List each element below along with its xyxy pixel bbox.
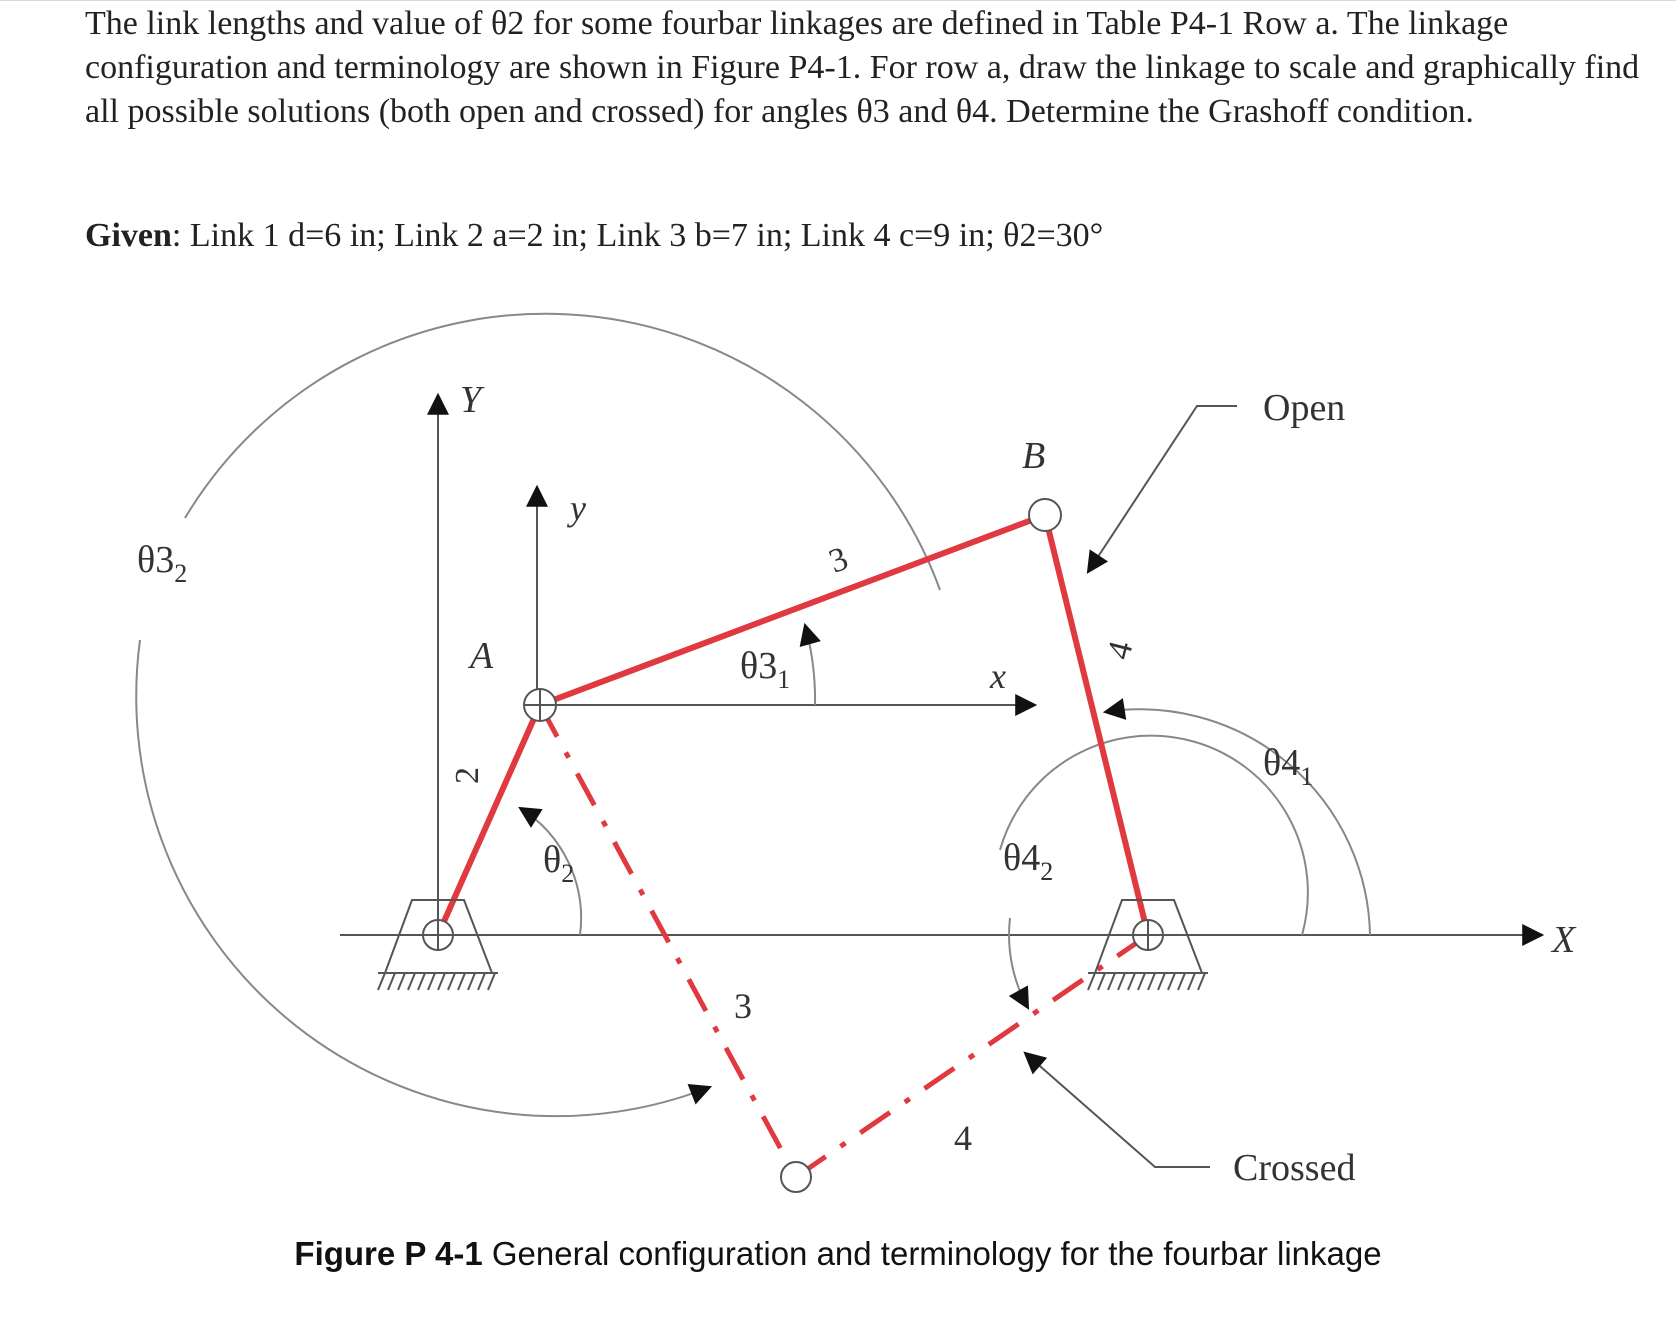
label-theta41: $\theta 4_1$ [1263,742,1314,791]
label-Y: Y [460,379,482,421]
label-B: B [1022,435,1046,477]
given-values: : Link 1 d=6 in; Link 2 a=2 in; Link 3 b=7 in; Link 4 c=9 in; θ2=30° [171,217,1104,254]
label-crossed: Crossed [1233,1147,1356,1189]
link3-crossed [540,705,796,1177]
label-theta31: $\theta 3_1$ [740,645,791,694]
label-theta2: $\theta_2$ [543,839,575,888]
label-x: x [990,656,1006,696]
joint-B-crossed [781,1162,811,1192]
joint-A [524,689,556,721]
label-open: Open [1263,387,1346,429]
figure-caption [0,1235,1676,1273]
label-theta42: $\theta 4_2$ [1003,837,1054,886]
label-link4-crossed: 4 [954,1118,972,1158]
theta41-arc [1105,709,1370,935]
open-leader [1088,406,1237,572]
problem-statement: The link lengths and value of θ2 for some fourbar linkages are defined in Table P4-1 Row a. The linkage configuration and terminology are shown in Figure P4-1. For row a, draw the linkage to scale and graphically find all possible solutions (both open and crossed) for angles θ3 and θ4. Determine the Grashoff condition. [85,5,1640,130]
label-A: A [470,635,494,677]
theta31-arc [805,625,815,705]
link3-open [540,515,1045,705]
label-theta32 [137,539,187,588]
label-link4-open: 4 [1100,637,1141,664]
label-link3-crossed: 3 [734,986,752,1026]
joint-B-open [1029,499,1061,531]
caption-text: General configuration and terminology for the fourbar linkage [482,1235,1382,1272]
theta32-sub: 2 [174,559,188,588]
label-X: X [1552,919,1576,961]
label-link2: 2 [449,767,486,784]
theta42-arc [1009,918,1028,1008]
link4-open [1045,515,1148,935]
theta32-arc-lower [136,640,710,1116]
crossed-leader [1025,1053,1210,1167]
ground-pivot-right [1088,900,1208,990]
label-y: y [570,488,586,528]
theta32-main: θ3 [137,539,175,581]
label-link3-open: 3 [824,540,853,581]
caption-label: Figure P 4-1 [294,1235,483,1272]
theta41-outer-arc [1000,736,1308,935]
given-label: Given [85,217,172,254]
